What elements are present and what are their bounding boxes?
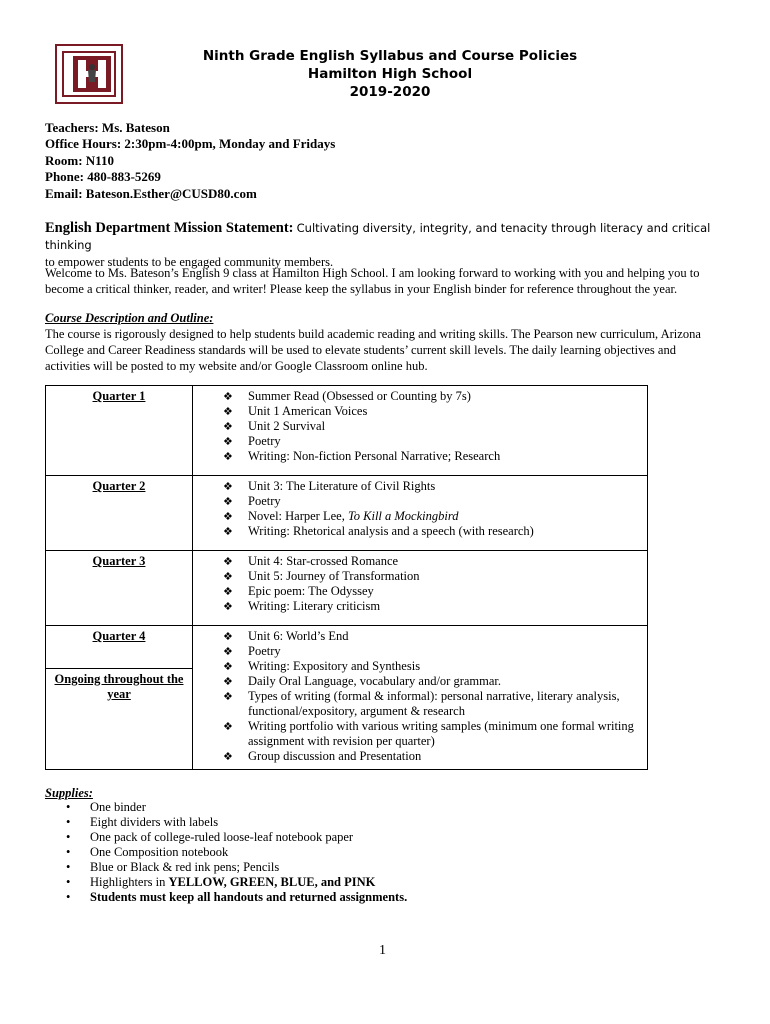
list-item: ❖ Daily Oral Language, vocabulary and/or grammar. bbox=[223, 674, 502, 688]
diamond-bullet-icon: ❖ bbox=[223, 630, 233, 643]
teacher-info bbox=[45, 120, 335, 202]
list-item: ❖ Poetry bbox=[223, 644, 281, 658]
diamond-bullet-icon: ❖ bbox=[223, 675, 233, 688]
course-description bbox=[45, 310, 725, 374]
diamond-bullet-icon: ❖ bbox=[223, 435, 233, 448]
list-item: • Blue or Black & red ink pens; Pencils bbox=[66, 860, 280, 874]
quarter-items bbox=[193, 476, 647, 539]
diamond-bullet-icon: ❖ bbox=[223, 480, 233, 493]
mission-text-1: Cultivating diversity, integrity, and tenacity through literacy and critical thinking bbox=[45, 221, 711, 252]
supplies-heading: Supplies: bbox=[45, 786, 93, 800]
office-hours: Office Hours: 2:30pm-4:00pm, Monday and Fridays bbox=[45, 136, 336, 152]
table-row bbox=[46, 476, 648, 551]
list-item: ❖ Unit 1 American Voices bbox=[223, 404, 368, 418]
list-item: • One binder bbox=[66, 800, 146, 814]
syllabus-title bbox=[180, 47, 600, 101]
quarter-label: Quarter 2 bbox=[92, 479, 146, 493]
diamond-bullet-icon: ❖ bbox=[223, 690, 233, 703]
course-heading: Course Description and Outline: bbox=[45, 311, 214, 325]
quarter-items bbox=[193, 626, 647, 764]
mission-label: English Department Mission Statement: bbox=[45, 220, 294, 236]
quarter-label: Quarter 4 bbox=[46, 626, 192, 669]
hamilton-h-logo-icon bbox=[73, 56, 111, 92]
list-item: ❖ Poetry bbox=[223, 494, 281, 508]
list-item: ❖ Unit 5: Journey of Transformation bbox=[223, 569, 420, 583]
list-item: ❖ Epic poem: The Odyssey bbox=[223, 584, 374, 598]
email: Email: Bateson.Esther@CUSD80.com bbox=[45, 185, 257, 201]
welcome-line: Welcome to Ms. Bateson’s English 9 class at Hamilton High School. I am looking forward to working with you and helping you to bbox=[45, 266, 700, 280]
welcome-paragraph bbox=[45, 265, 725, 297]
diamond-bullet-icon: ❖ bbox=[223, 585, 233, 598]
title-line: Ninth Grade English Syllabus and Course Policies bbox=[202, 48, 578, 64]
diamond-bullet-icon: ❖ bbox=[223, 405, 233, 418]
bullet-icon: • bbox=[66, 860, 71, 874]
bullet-icon: • bbox=[66, 845, 71, 859]
supplies-list bbox=[45, 800, 407, 905]
list-item: ❖ Unit 4: Star-crossed Romance bbox=[223, 554, 399, 568]
bullet-icon: • bbox=[66, 815, 71, 829]
diamond-bullet-icon: ❖ bbox=[223, 750, 233, 763]
ongoing-label: Ongoing throughout the year bbox=[54, 672, 184, 701]
bullet-icon: • bbox=[66, 800, 71, 814]
list-item: ❖ Writing portfolio with various writing samples (minimum one formal writing bbox=[223, 719, 634, 733]
quarters-table bbox=[45, 385, 648, 770]
diamond-bullet-icon: ❖ bbox=[223, 420, 233, 433]
diamond-bullet-icon: ❖ bbox=[223, 510, 233, 523]
school-name: Hamilton High School bbox=[307, 66, 473, 82]
mission-statement bbox=[45, 220, 730, 271]
quarter-items bbox=[193, 386, 647, 464]
diamond-bullet-icon: ❖ bbox=[223, 645, 233, 658]
list-item: ❖ Group discussion and Presentation bbox=[223, 749, 422, 763]
page-number: 1 bbox=[379, 943, 386, 958]
course-line: The course is rigorously designed to help students build academic reading and writing skills. The Pearson new curriculum, Arizona bbox=[45, 327, 701, 341]
list-item: ❖ Unit 3: The Literature of Civil Rights bbox=[223, 479, 436, 493]
diamond-bullet-icon: ❖ bbox=[223, 390, 233, 403]
bullet-icon: • bbox=[66, 890, 71, 904]
table-row bbox=[46, 626, 648, 770]
school-year: 2019-2020 bbox=[349, 84, 431, 100]
mission-text-2: to empower students to be engaged community members. bbox=[45, 255, 334, 269]
list-item: functional/expository, argument & research bbox=[248, 704, 465, 718]
novel-title: To Kill a Mockingbird bbox=[347, 509, 459, 523]
phone: Phone: 480-883-5269 bbox=[45, 169, 161, 185]
list-item: ❖ Writing: Rhetorical analysis and a speech (with research) bbox=[223, 524, 534, 538]
list-item: assignment with revision per quarter) bbox=[248, 734, 435, 748]
list-item: ❖ Writing: Literary criticism bbox=[223, 599, 381, 613]
diamond-bullet-icon: ❖ bbox=[223, 495, 233, 508]
list-item: ❖ Unit 6: World’s End bbox=[223, 629, 349, 643]
bullet-icon: • bbox=[66, 875, 71, 889]
diamond-bullet-icon: ❖ bbox=[223, 570, 233, 583]
diamond-bullet-icon: ❖ bbox=[223, 525, 233, 538]
list-item: ❖ Writing: Non-fiction Personal Narrative; Research bbox=[223, 449, 501, 463]
room: Room: N110 bbox=[45, 152, 114, 168]
diamond-bullet-icon: ❖ bbox=[223, 600, 233, 613]
school-logo bbox=[55, 44, 123, 104]
list-item: ❖ Summer Read (Obsessed or Counting by 7s) bbox=[223, 389, 471, 403]
welcome-line: become a critical thinker, reader, and writer! Please keep the syllabus in your English binder for reference throughout the year. bbox=[45, 282, 678, 296]
diamond-bullet-icon: ❖ bbox=[223, 720, 233, 733]
list-item: ❖ Writing: Expository and Synthesis bbox=[223, 659, 421, 673]
list-item: ❖ Unit 2 Survival bbox=[223, 419, 326, 433]
quarter-items bbox=[193, 551, 647, 614]
bullet-icon: • bbox=[66, 830, 71, 844]
course-line: activities will be posted to my website and/or Google Classroom online hub. bbox=[45, 359, 428, 373]
teacher-name: Teachers: Ms. Bateson bbox=[45, 120, 170, 135]
list-item: ❖ Poetry bbox=[223, 434, 281, 448]
diamond-bullet-icon: ❖ bbox=[223, 555, 233, 568]
list-item: ❖ Types of writing (formal & informal): personal narrative, literary analysis, bbox=[223, 689, 620, 703]
table-row bbox=[46, 551, 648, 626]
list-item: • Students must keep all handouts and returned assignments. bbox=[66, 890, 408, 904]
course-line: College and Career Readiness standards will be used to elevate students’ current skill levels. The daily learning objectives and bbox=[45, 343, 676, 357]
table-row bbox=[46, 386, 648, 476]
list-item: • Eight dividers with labels bbox=[66, 815, 219, 829]
quarter-label: Quarter 3 bbox=[92, 554, 146, 568]
diamond-bullet-icon: ❖ bbox=[223, 450, 233, 463]
list-item: • One pack of college-ruled loose-leaf notebook paper bbox=[66, 830, 354, 844]
list-item: ❖ Novel: Harper Lee, To Kill a Mockingbird bbox=[223, 509, 459, 523]
diamond-bullet-icon: ❖ bbox=[223, 660, 233, 673]
list-item: • One Composition notebook bbox=[66, 845, 229, 859]
list-item: • Highlighters in YELLOW, GREEN, BLUE, and PINK bbox=[66, 875, 376, 889]
quarter-label: Quarter 1 bbox=[92, 389, 146, 403]
